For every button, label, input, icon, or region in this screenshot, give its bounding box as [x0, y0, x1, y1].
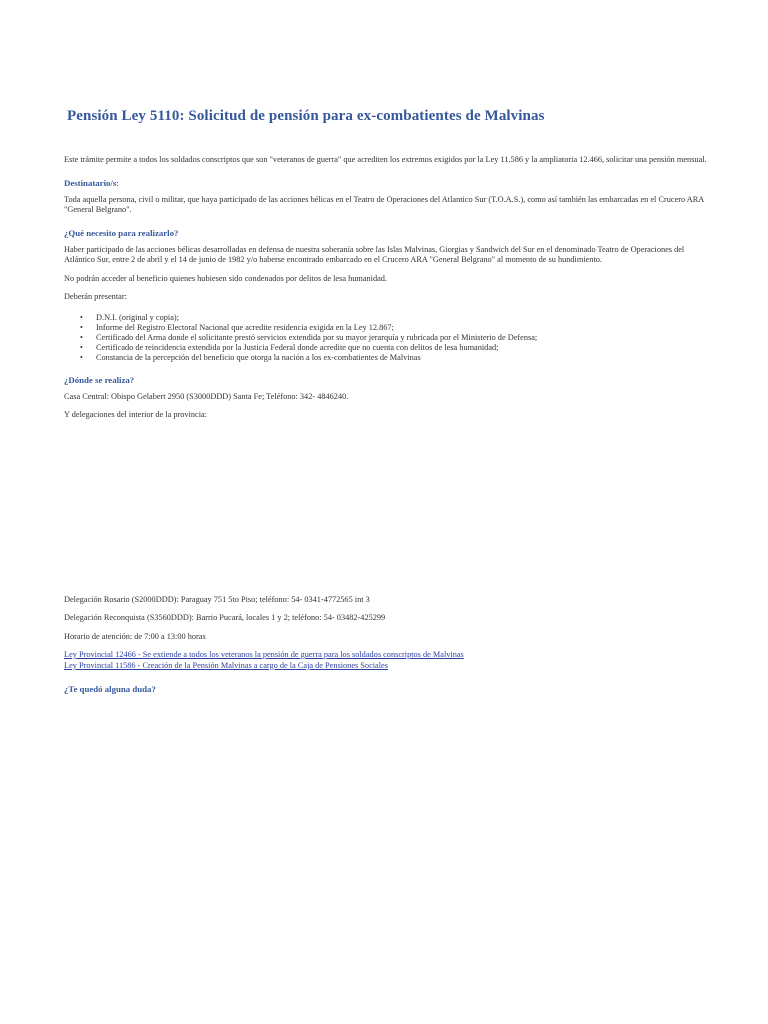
- destinatarios-heading-text: Destinatario/s: [64, 177, 117, 188]
- blank-area: [64, 429, 712, 595]
- link-ley-11586[interactable]: Ley Provincial 11586 - Creación de la Pensión Malvinas a cargo de la Caja de Pensiones Sociales: [64, 660, 388, 670]
- requisitos-list: [64, 313, 712, 363]
- bullet-icon: •: [80, 322, 83, 332]
- list-item-text: Certificado del Arma donde el solicitante prestó servicios extendida por su mayor jerarquía y rubricada por el Ministerio de Defensa;: [96, 332, 538, 342]
- bullet-icon: •: [80, 312, 83, 322]
- list-item-text: D.N.I. (original y copia);: [96, 312, 179, 322]
- requisitos-paragraph-3: Deberán presentar:: [64, 292, 127, 301]
- casa-central-paragraph: Casa Central: Obispo Gelabert 2950 (S3000DDD) Santa Fe; Teléfono: 342- 4846240.: [64, 391, 349, 401]
- bullet-icon: •: [80, 342, 83, 352]
- list-item-text: Constancia de la percepción del beneficio que otorga la nación a los ex-combatientes de Malvinas: [96, 352, 421, 362]
- dudas-heading: ¿Te quedó alguna duda?: [64, 684, 156, 694]
- list-item: [64, 343, 712, 353]
- list-item-text: Certificado de reincidencia extendida por la Justicia Federal donde acredite que no cuenta con delitos de lesa humanidad;: [96, 342, 499, 352]
- page-title: Pensión Ley 5110: Solicitud de pensión para ex-combatientes de Malvinas: [67, 108, 545, 124]
- list-item: [64, 353, 712, 363]
- destinatarios-heading: [64, 178, 712, 188]
- list-item-text: Informe del Registro Electoral Nacional que acredite residencia exigida en la Ley 12.867;: [96, 322, 394, 332]
- list-item: [64, 333, 712, 343]
- requisitos-paragraph-1: Haber participado de las acciones bélicas desarrolladas en defensa de nuestra soberanía sobre las Islas Malvinas, Giorgias y Sandwich del Sur en el denominado Teatro de Operaciones del Atlántico Sur, entre 2 de abril y el 14 de junio de 1982 y/o haberse encontrado embarcado en el Crucero ARA "General Belgrano" al momento de su hundimiento.: [64, 244, 685, 264]
- intro-paragraph: Este trámite permite a todos los soldados conscriptos que son "veteranos de guerra" que acrediten los extremos exigidos por la Ley 11.586 y la ampliatoria 12.466, solicitar una pensión mensual.: [64, 155, 707, 164]
- delegacion-rosario-paragraph: Delegación Rosario (S2000DDD): Paraguay 751 5to Piso; teléfono: 54- 0341-4772565 int 3: [64, 594, 370, 604]
- donde-heading: ¿Dónde se realiza?: [64, 374, 135, 385]
- bullet-icon: •: [80, 332, 83, 342]
- destinatarios-colon: :: [116, 177, 119, 188]
- requisitos-paragraph-2: No podrán acceder al beneficio quienes hubiesen sido condenados por delitos de lesa humanidad.: [64, 273, 388, 283]
- delegaciones-intro-paragraph: Y delegaciones del interior de la provincia:: [64, 410, 207, 419]
- list-item: [64, 323, 712, 333]
- horario-paragraph: Horario de atención: de 7:00 a 13:00 horas: [64, 631, 206, 641]
- related-links: [64, 650, 712, 671]
- delegacion-reconquista-paragraph: Delegación Reconquista (S3560DDD): Barrio Pucará, locales 1 y 2; teléfono: 54- 03482-425299: [64, 613, 386, 622]
- destinatarios-paragraph: Toda aquella persona, civil o militar, que haya participado de las acciones bélicas en el Teatro de Operaciones del Atlantico Sur (T.O.A.S.), como así también las embarcadas en el Crucero ARA "General Belgrano".: [64, 194, 704, 214]
- requisitos-heading: ¿Qué necesito para realizarlo?: [64, 227, 179, 238]
- list-item: [64, 313, 712, 323]
- bullet-icon: •: [80, 352, 83, 362]
- link-ley-12466[interactable]: Ley Provincial 12466 - Se extiende a todos los veteranos la pensión de guerra para los soldados conscriptos de Malvinas: [64, 650, 464, 659]
- document-page: [64, 108, 712, 701]
